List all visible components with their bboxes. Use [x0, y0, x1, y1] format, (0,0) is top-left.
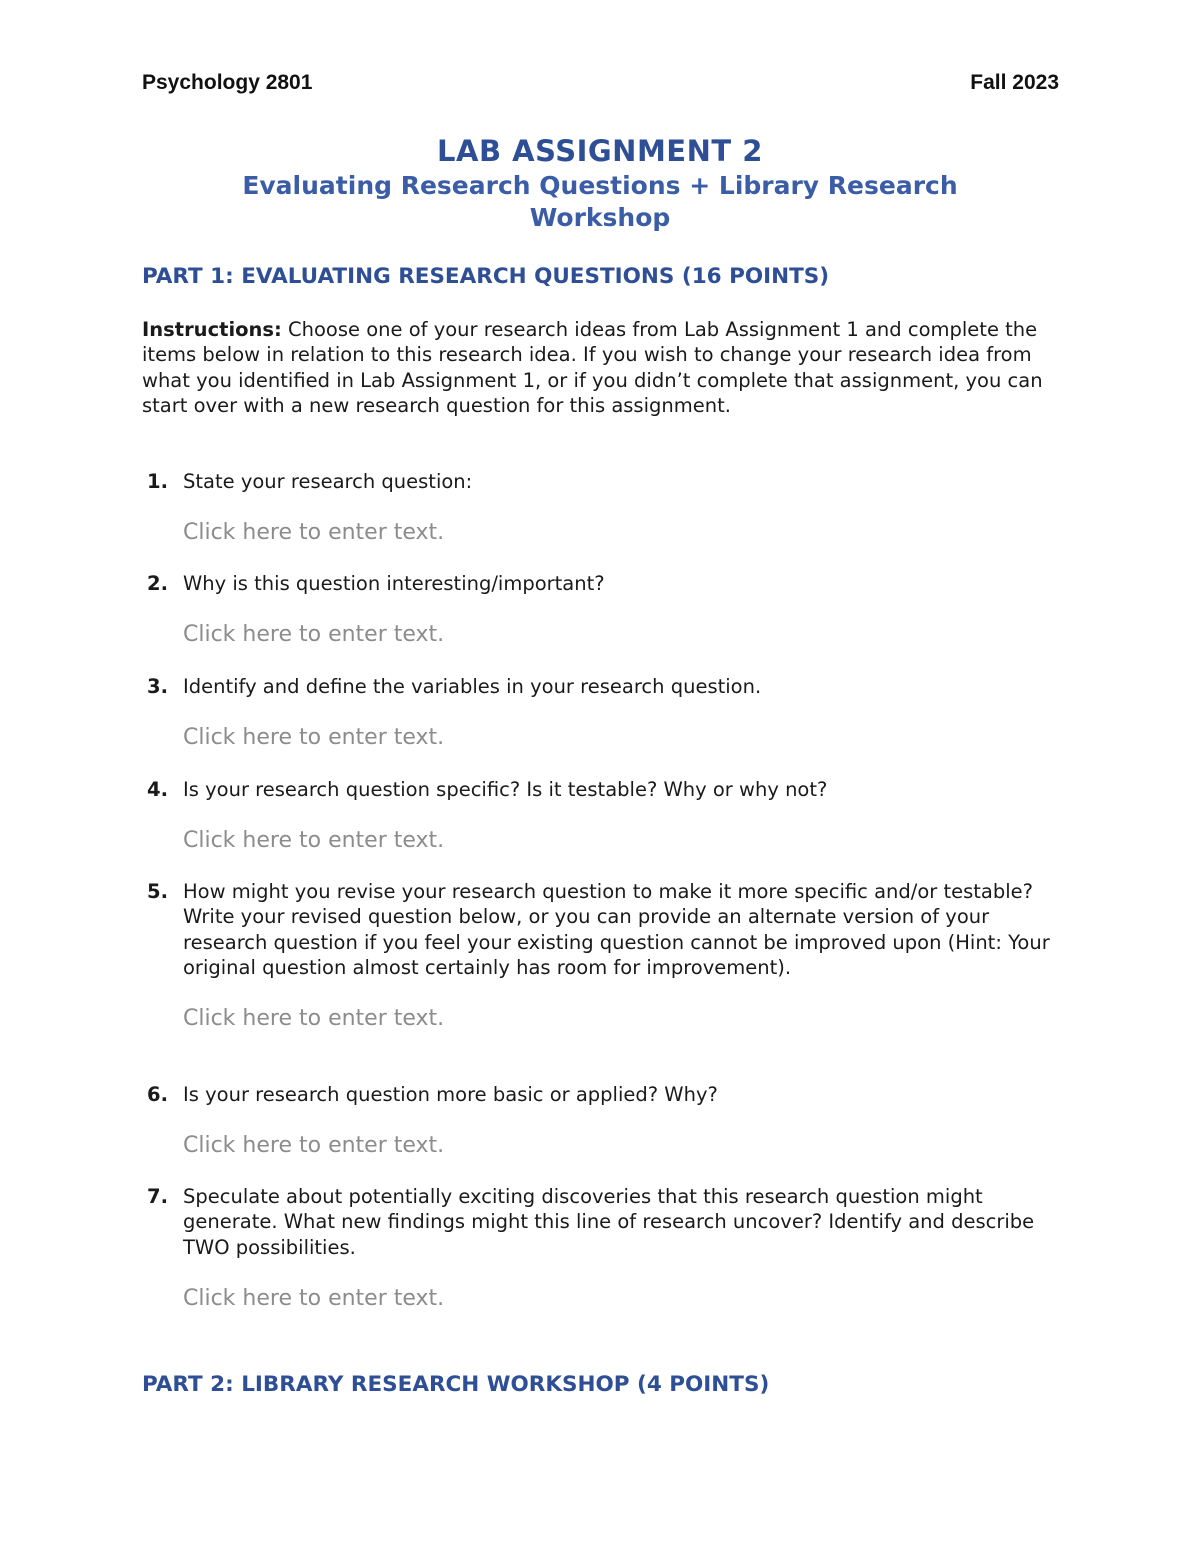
question-item — [142, 879, 1062, 1033]
question-number: 4. — [147, 778, 168, 801]
question-text: How might you revise your research question to make it more specific and/or testable? Write your revised question below, or you can provide an alternate version of your research question if you feel your existing question cannot be improved upon (Hint: Your original question almost certainly has room for improvement). — [183, 880, 1050, 979]
part2-heading: PART 2: LIBRARY RESEARCH WORKSHOP (4 POINTS) — [142, 1372, 770, 1397]
question-item — [142, 674, 1062, 752]
answer-field[interactable]: Click here to enter text. — [183, 622, 445, 648]
answer-field[interactable]: Click here to enter text. — [183, 1133, 445, 1159]
course-name: Psychology 2801 — [142, 71, 313, 94]
answer-field[interactable]: Click here to enter text. — [183, 725, 445, 751]
question-number: 5. — [147, 880, 168, 903]
question-item — [142, 777, 1062, 855]
instructions — [142, 317, 1062, 418]
question-text: Speculate about potentially exciting discoveries that this research question might generate. What new findings might this line of research uncover? Identify and describe TWO possibilities. — [183, 1185, 1035, 1259]
question-number: 2. — [147, 572, 168, 595]
answer-field[interactable]: Click here to enter text. — [183, 1285, 445, 1311]
answer-field[interactable]: Click here to enter text. — [183, 520, 445, 546]
instructions-label: Instructions: — [142, 318, 282, 341]
question-item — [142, 1184, 1062, 1313]
term: Fall 2023 — [970, 71, 1059, 94]
question-text: Why is this question interesting/important? — [183, 572, 605, 595]
page-subtitle: Evaluating Research Questions + Library Research Workshop — [242, 171, 958, 232]
question-number: 6. — [147, 1083, 168, 1106]
question-item — [142, 469, 1062, 547]
question-text: Is your research question more basic or applied? Why? — [183, 1083, 718, 1106]
instructions-text: Choose one of your research ideas from Lab Assignment 1 and complete the items below in relation to this research idea. If you wish to change your research idea from what you identified in Lab Assignment 1, or if you didn’t complete that assignment, you can start over with a new research question for this assignment. — [142, 318, 1043, 417]
question-number: 3. — [147, 675, 168, 698]
question-number: 1. — [147, 470, 168, 493]
question-text: Is your research question specific? Is it testable? Why or why not? — [183, 778, 828, 801]
question-item — [142, 1082, 1062, 1160]
question-text: State your research question: — [183, 470, 473, 493]
question-item — [142, 571, 1062, 649]
answer-field[interactable]: Click here to enter text. — [183, 1006, 445, 1032]
page-title: LAB ASSIGNMENT 2 — [437, 134, 763, 168]
question-text: Identify and define the variables in your research question. — [183, 675, 762, 698]
question-number: 7. — [147, 1185, 168, 1208]
answer-field[interactable]: Click here to enter text. — [183, 828, 445, 854]
part1-heading: PART 1: EVALUATING RESEARCH QUESTIONS (16 POINTS) — [142, 264, 830, 289]
